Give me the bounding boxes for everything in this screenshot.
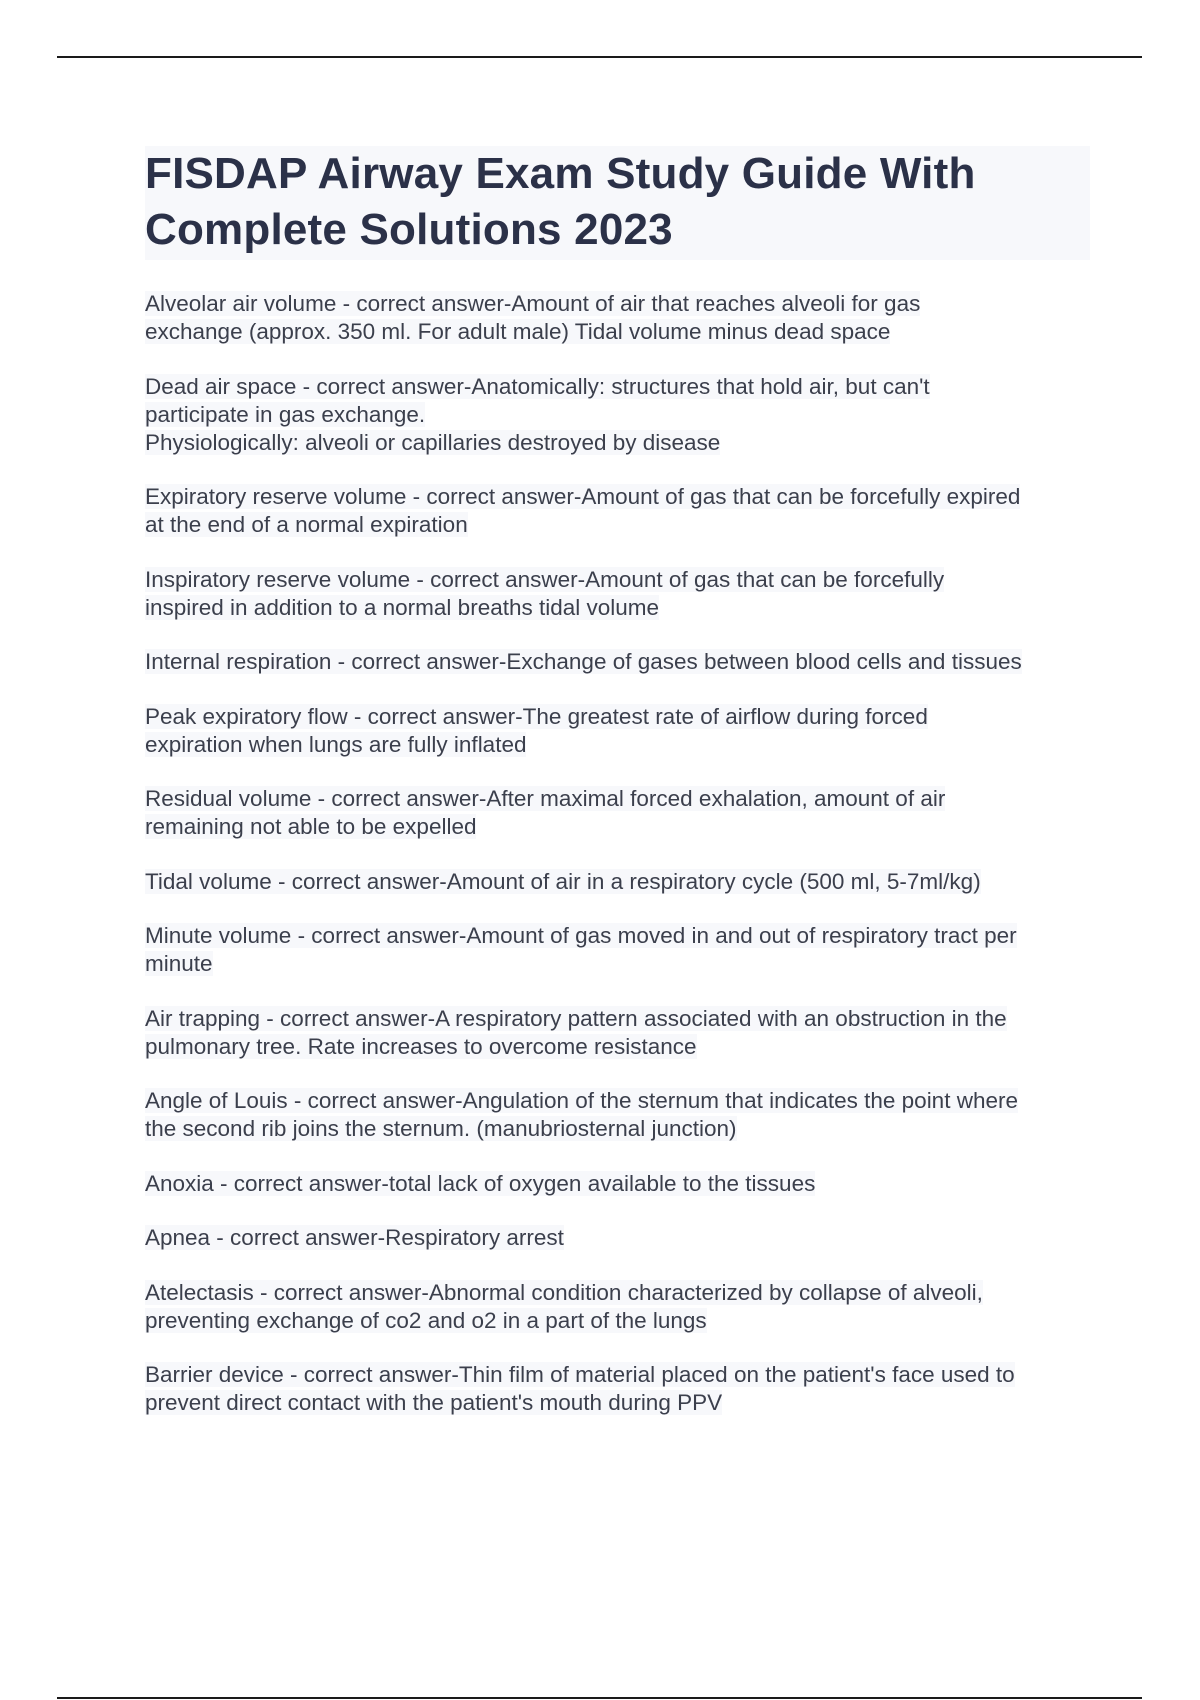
entry-inspiratory-reserve-volume bbox=[145, 566, 1090, 622]
entry-expiratory-reserve-volume bbox=[145, 483, 1090, 539]
entry-text: Angle of Louis - correct answer-Angulation of the sternum that indicates the point where the second rib joins the sternum. (manubriosternal junction) bbox=[145, 1088, 1018, 1141]
entry-text: Residual volume - correct answer-After maximal forced exhalation, amount of air remaining not able to be expelled bbox=[145, 786, 946, 839]
entry-text: Alveolar air volume - correct answer-Amount of air that reaches alveoli for gas exchange (approx. 350 ml. For adult male) Tidal volume minus dead space bbox=[145, 291, 921, 344]
entry-text: Apnea - correct answer-Respiratory arrest bbox=[145, 1225, 564, 1250]
entry-text: Inspiratory reserve volume - correct answer-Amount of gas that can be forcefully inspired in addition to a normal breaths tidal volume bbox=[145, 566, 945, 620]
page-title: FISDAP Airway Exam Study Guide With Complete Solutions 2023 bbox=[145, 149, 976, 254]
entry-air-trapping bbox=[145, 1005, 1090, 1061]
entry-dead-air-space bbox=[145, 373, 1090, 457]
entry-text: Peak expiratory flow - correct answer-The greatest rate of airflow during forced expiration when lungs are fully inflated bbox=[145, 703, 928, 757]
entry-text: Barrier device - correct answer-Thin film of material placed on the patient's face used to prevent direct contact with the patient's mouth during PPV bbox=[145, 1362, 1015, 1415]
entry-internal-respiration bbox=[145, 648, 1090, 676]
entry-alveolar-air-volume bbox=[145, 290, 1090, 346]
entry-residual-volume bbox=[145, 785, 1090, 841]
entry-text: Tidal volume - correct answer-Amount of air in a respiratory cycle (500 ml, 5-7ml/kg) bbox=[145, 868, 981, 894]
entry-text: Minute volume - correct answer-Amount of gas moved in and out of respiratory tract per minute bbox=[145, 923, 1017, 976]
entry-apnea bbox=[145, 1224, 1090, 1252]
entry-text: Internal respiration - correct answer-Exchange of gases between blood cells and tissues bbox=[145, 649, 1022, 674]
entries-list bbox=[145, 290, 1090, 1417]
entry-text: Anoxia - correct answer-total lack of oxygen available to the tissues bbox=[145, 1170, 816, 1196]
entry-anoxia bbox=[145, 1170, 1090, 1198]
entry-text: Expiratory reserve volume - correct answer-Amount of gas that can be forcefully expired at the end of a normal expiration bbox=[145, 484, 1021, 537]
entry-tidal-volume bbox=[145, 868, 1090, 896]
entry-text: Air trapping - correct answer-A respiratory pattern associated with an obstruction in the pulmonary tree. Rate increases to overcome resistance bbox=[145, 1005, 1007, 1059]
entry-peak-expiratory-flow bbox=[145, 703, 1090, 759]
entry-text: Dead air space - correct answer-Anatomically: structures that hold air, but can't participate in gas exchange. Physiologically: alveoli or capillaries destroyed by disease bbox=[145, 373, 930, 455]
entry-angle-of-louis bbox=[145, 1087, 1090, 1143]
entry-barrier-device bbox=[145, 1361, 1090, 1417]
title-block bbox=[145, 146, 1090, 260]
page-content bbox=[145, 146, 1090, 1444]
entry-minute-volume bbox=[145, 922, 1090, 978]
entry-text: Atelectasis - correct answer-Abnormal condition characterized by collapse of alveoli, preventing exchange of co2 and o2 in a part of the lungs bbox=[145, 1279, 983, 1333]
footer-rule bbox=[57, 1697, 1142, 1699]
entry-atelectasis bbox=[145, 1279, 1090, 1335]
header-rule bbox=[57, 56, 1142, 58]
